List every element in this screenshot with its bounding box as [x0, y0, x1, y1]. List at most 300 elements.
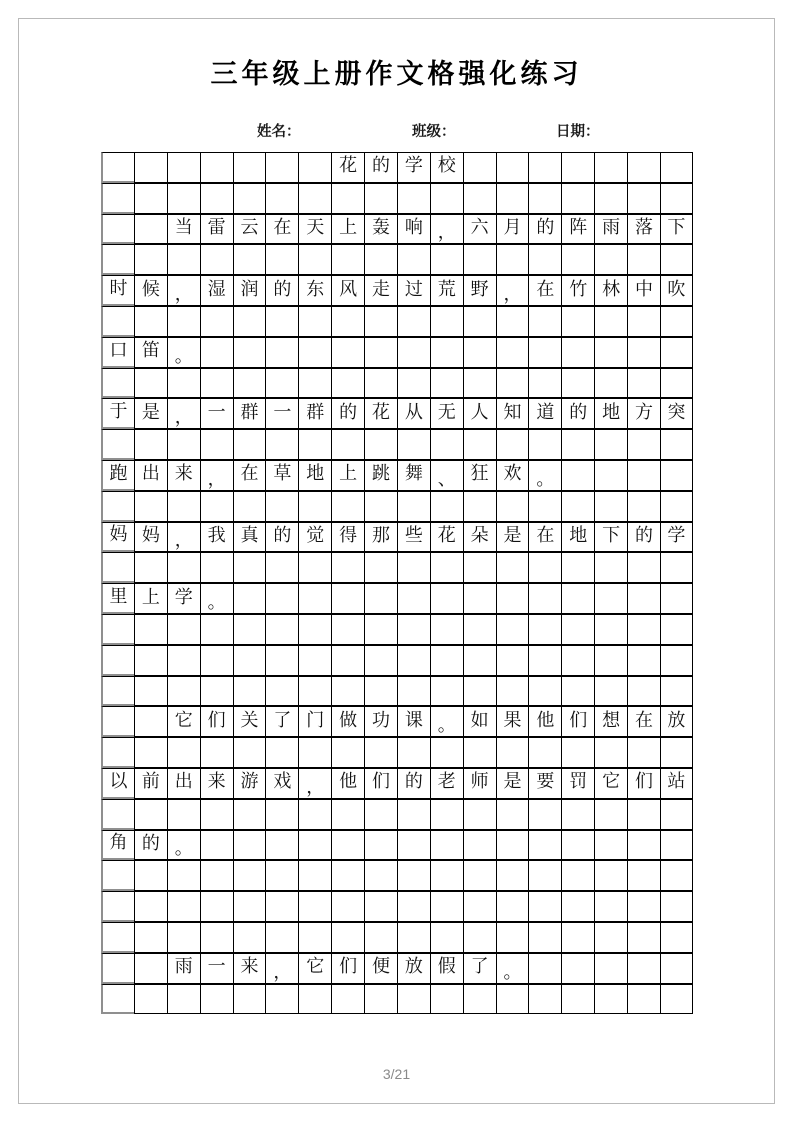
grid-cell[interactable] — [397, 830, 430, 861]
grid-cell[interactable] — [528, 460, 561, 491]
grid-cell[interactable] — [167, 860, 200, 891]
grid-cell[interactable] — [561, 984, 594, 1015]
grid-cell[interactable] — [298, 583, 331, 614]
grid-cell[interactable] — [660, 552, 693, 583]
grid-cell[interactable] — [364, 460, 397, 491]
grid-cell[interactable] — [397, 860, 430, 891]
grid-cell[interactable] — [594, 183, 627, 214]
grid-cell[interactable] — [364, 368, 397, 399]
grid-cell[interactable] — [134, 891, 167, 922]
grid-cell[interactable] — [331, 645, 364, 676]
grid-cell[interactable] — [233, 552, 266, 583]
grid-cell[interactable] — [660, 398, 693, 429]
grid-cell[interactable] — [331, 491, 364, 522]
grid-cell[interactable] — [430, 244, 463, 275]
grid-cell[interactable] — [200, 183, 233, 214]
grid-cell[interactable] — [561, 768, 594, 799]
grid-cell[interactable] — [298, 306, 331, 337]
grid-cell[interactable] — [430, 429, 463, 460]
grid-cell[interactable] — [463, 676, 496, 707]
grid-cell[interactable] — [660, 244, 693, 275]
grid-cell[interactable] — [331, 922, 364, 953]
grid-cell[interactable] — [101, 922, 134, 953]
grid-cell[interactable] — [430, 768, 463, 799]
grid-cell[interactable] — [298, 830, 331, 861]
grid-cell[interactable] — [101, 306, 134, 337]
grid-cell[interactable] — [463, 552, 496, 583]
grid-cell[interactable] — [364, 737, 397, 768]
grid-cell[interactable] — [561, 368, 594, 399]
grid-cell[interactable] — [528, 552, 561, 583]
grid-cell[interactable] — [430, 522, 463, 553]
grid-cell[interactable] — [463, 460, 496, 491]
grid-cell[interactable] — [561, 645, 594, 676]
grid-cell[interactable] — [594, 522, 627, 553]
grid-cell[interactable] — [627, 522, 660, 553]
grid-cell[interactable] — [265, 799, 298, 830]
grid-cell[interactable] — [594, 583, 627, 614]
grid-cell[interactable] — [331, 830, 364, 861]
grid-cell[interactable] — [397, 614, 430, 645]
grid-cell[interactable] — [101, 891, 134, 922]
grid-cell[interactable] — [561, 922, 594, 953]
grid-cell[interactable] — [265, 830, 298, 861]
grid-cell[interactable] — [167, 368, 200, 399]
grid-cell[interactable] — [463, 737, 496, 768]
grid-cell[interactable] — [167, 706, 200, 737]
grid-cell[interactable] — [463, 768, 496, 799]
grid-cell[interactable] — [528, 152, 561, 183]
grid-cell[interactable] — [397, 953, 430, 984]
grid-cell[interactable] — [430, 830, 463, 861]
grid-cell[interactable] — [594, 244, 627, 275]
grid-cell[interactable] — [397, 768, 430, 799]
grid-cell[interactable] — [627, 398, 660, 429]
grid-cell[interactable] — [233, 768, 266, 799]
grid-cell[interactable] — [265, 984, 298, 1015]
grid-cell[interactable] — [101, 706, 134, 737]
grid-cell[interactable] — [430, 953, 463, 984]
grid-cell[interactable] — [627, 214, 660, 245]
grid-cell[interactable] — [298, 214, 331, 245]
grid-cell[interactable] — [200, 552, 233, 583]
grid-cell[interactable] — [430, 306, 463, 337]
grid-cell[interactable] — [364, 522, 397, 553]
grid-cell[interactable] — [528, 583, 561, 614]
grid-cell[interactable] — [134, 583, 167, 614]
grid-cell[interactable] — [594, 152, 627, 183]
grid-cell[interactable] — [430, 152, 463, 183]
grid-cell[interactable] — [430, 491, 463, 522]
grid-cell[interactable] — [200, 337, 233, 368]
grid-cell[interactable] — [200, 799, 233, 830]
grid-cell[interactable] — [463, 583, 496, 614]
grid-cell[interactable] — [463, 953, 496, 984]
grid-cell[interactable] — [134, 984, 167, 1015]
grid-cell[interactable] — [561, 583, 594, 614]
grid-cell[interactable] — [265, 891, 298, 922]
grid-cell[interactable] — [200, 491, 233, 522]
grid-cell[interactable] — [331, 583, 364, 614]
grid-cell[interactable] — [561, 491, 594, 522]
grid-cell[interactable] — [200, 676, 233, 707]
grid-cell[interactable] — [528, 737, 561, 768]
grid-cell[interactable] — [364, 614, 397, 645]
grid-cell[interactable] — [627, 799, 660, 830]
grid-cell[interactable] — [627, 583, 660, 614]
grid-cell[interactable] — [265, 522, 298, 553]
grid-cell[interactable] — [233, 491, 266, 522]
grid-cell[interactable] — [200, 984, 233, 1015]
grid-cell[interactable] — [463, 337, 496, 368]
grid-cell[interactable] — [528, 214, 561, 245]
grid-cell[interactable] — [594, 984, 627, 1015]
grid-cell[interactable] — [167, 244, 200, 275]
grid-cell[interactable] — [627, 460, 660, 491]
grid-cell[interactable] — [594, 429, 627, 460]
grid-cell[interactable] — [660, 860, 693, 891]
grid-cell[interactable] — [331, 429, 364, 460]
grid-cell[interactable] — [167, 429, 200, 460]
grid-cell[interactable] — [200, 706, 233, 737]
grid-cell[interactable] — [233, 398, 266, 429]
grid-cell[interactable] — [627, 152, 660, 183]
grid-cell[interactable] — [528, 891, 561, 922]
grid-cell[interactable] — [265, 337, 298, 368]
grid-cell[interactable] — [364, 706, 397, 737]
grid-cell[interactable] — [397, 183, 430, 214]
grid-cell[interactable] — [233, 922, 266, 953]
grid-cell[interactable] — [594, 891, 627, 922]
grid-cell[interactable] — [134, 830, 167, 861]
grid-cell[interactable] — [397, 799, 430, 830]
grid-cell[interactable] — [594, 337, 627, 368]
grid-cell[interactable] — [200, 614, 233, 645]
grid-cell[interactable] — [200, 152, 233, 183]
grid-cell[interactable] — [364, 306, 397, 337]
grid-cell[interactable] — [167, 768, 200, 799]
grid-cell[interactable] — [200, 830, 233, 861]
grid-cell[interactable] — [331, 306, 364, 337]
grid-cell[interactable] — [561, 737, 594, 768]
grid-cell[interactable] — [265, 953, 298, 984]
grid-cell[interactable] — [660, 460, 693, 491]
grid-cell[interactable] — [134, 306, 167, 337]
grid-cell[interactable] — [496, 922, 529, 953]
grid-cell[interactable] — [101, 799, 134, 830]
grid-cell[interactable] — [430, 645, 463, 676]
grid-cell[interactable] — [134, 768, 167, 799]
grid-cell[interactable] — [233, 984, 266, 1015]
grid-cell[interactable] — [594, 706, 627, 737]
grid-cell[interactable] — [561, 891, 594, 922]
grid-cell[interactable] — [594, 275, 627, 306]
grid-cell[interactable] — [594, 460, 627, 491]
grid-cell[interactable] — [200, 244, 233, 275]
grid-cell[interactable] — [134, 244, 167, 275]
grid-cell[interactable] — [364, 645, 397, 676]
grid-cell[interactable] — [200, 522, 233, 553]
grid-cell[interactable] — [594, 922, 627, 953]
grid-cell[interactable] — [430, 614, 463, 645]
grid-cell[interactable] — [233, 429, 266, 460]
grid-cell[interactable] — [660, 953, 693, 984]
grid-cell[interactable] — [200, 922, 233, 953]
grid-cell[interactable] — [397, 429, 430, 460]
grid-cell[interactable] — [200, 583, 233, 614]
grid-cell[interactable] — [660, 368, 693, 399]
grid-cell[interactable] — [298, 398, 331, 429]
grid-cell[interactable] — [134, 429, 167, 460]
grid-cell[interactable] — [463, 891, 496, 922]
grid-cell[interactable] — [463, 706, 496, 737]
grid-cell[interactable] — [528, 922, 561, 953]
grid-cell[interactable] — [430, 860, 463, 891]
grid-cell[interactable] — [101, 860, 134, 891]
grid-cell[interactable] — [101, 737, 134, 768]
grid-cell[interactable] — [496, 953, 529, 984]
grid-cell[interactable] — [298, 768, 331, 799]
grid-cell[interactable] — [298, 860, 331, 891]
grid-cell[interactable] — [167, 460, 200, 491]
grid-cell[interactable] — [430, 676, 463, 707]
grid-cell[interactable] — [496, 583, 529, 614]
grid-cell[interactable] — [134, 860, 167, 891]
grid-cell[interactable] — [528, 522, 561, 553]
grid-cell[interactable] — [594, 676, 627, 707]
grid-cell[interactable] — [594, 737, 627, 768]
grid-cell[interactable] — [528, 676, 561, 707]
grid-cell[interactable] — [660, 891, 693, 922]
grid-cell[interactable] — [627, 706, 660, 737]
grid-cell[interactable] — [397, 706, 430, 737]
grid-cell[interactable] — [496, 737, 529, 768]
grid-cell[interactable] — [298, 275, 331, 306]
grid-cell[interactable] — [528, 706, 561, 737]
grid-cell[interactable] — [101, 491, 134, 522]
grid-cell[interactable] — [496, 552, 529, 583]
grid-cell[interactable] — [528, 830, 561, 861]
grid-cell[interactable] — [167, 152, 200, 183]
grid-cell[interactable] — [397, 460, 430, 491]
grid-cell[interactable] — [528, 984, 561, 1015]
grid-cell[interactable] — [101, 368, 134, 399]
grid-cell[interactable] — [265, 614, 298, 645]
grid-cell[interactable] — [627, 891, 660, 922]
grid-cell[interactable] — [594, 214, 627, 245]
grid-cell[interactable] — [298, 552, 331, 583]
grid-cell[interactable] — [528, 614, 561, 645]
grid-cell[interactable] — [233, 891, 266, 922]
grid-cell[interactable] — [496, 306, 529, 337]
grid-cell[interactable] — [561, 799, 594, 830]
grid-cell[interactable] — [101, 583, 134, 614]
grid-cell[interactable] — [331, 676, 364, 707]
grid-cell[interactable] — [265, 398, 298, 429]
grid-cell[interactable] — [167, 491, 200, 522]
grid-cell[interactable] — [660, 984, 693, 1015]
grid-cell[interactable] — [331, 244, 364, 275]
grid-cell[interactable] — [265, 737, 298, 768]
grid-cell[interactable] — [364, 830, 397, 861]
grid-cell[interactable] — [496, 491, 529, 522]
grid-cell[interactable] — [298, 491, 331, 522]
grid-cell[interactable] — [594, 799, 627, 830]
grid-cell[interactable] — [660, 706, 693, 737]
grid-cell[interactable] — [430, 799, 463, 830]
grid-cell[interactable] — [660, 645, 693, 676]
grid-cell[interactable] — [496, 706, 529, 737]
grid-cell[interactable] — [528, 398, 561, 429]
grid-cell[interactable] — [167, 522, 200, 553]
grid-cell[interactable] — [167, 306, 200, 337]
grid-cell[interactable] — [364, 860, 397, 891]
grid-cell[interactable] — [298, 645, 331, 676]
grid-cell[interactable] — [561, 614, 594, 645]
grid-cell[interactable] — [397, 583, 430, 614]
grid-cell[interactable] — [627, 337, 660, 368]
grid-cell[interactable] — [233, 614, 266, 645]
grid-cell[interactable] — [594, 768, 627, 799]
grid-cell[interactable] — [528, 368, 561, 399]
grid-cell[interactable] — [265, 860, 298, 891]
grid-cell[interactable] — [167, 984, 200, 1015]
grid-cell[interactable] — [561, 398, 594, 429]
grid-cell[interactable] — [101, 244, 134, 275]
grid-cell[interactable] — [397, 891, 430, 922]
grid-cell[interactable] — [134, 398, 167, 429]
grid-cell[interactable] — [364, 398, 397, 429]
grid-cell[interactable] — [463, 244, 496, 275]
grid-cell[interactable] — [298, 984, 331, 1015]
grid-cell[interactable] — [397, 152, 430, 183]
grid-cell[interactable] — [134, 799, 167, 830]
grid-cell[interactable] — [200, 275, 233, 306]
grid-cell[interactable] — [101, 953, 134, 984]
grid-cell[interactable] — [627, 275, 660, 306]
grid-cell[interactable] — [101, 830, 134, 861]
grid-cell[interactable] — [496, 830, 529, 861]
grid-cell[interactable] — [496, 214, 529, 245]
grid-cell[interactable] — [397, 398, 430, 429]
grid-cell[interactable] — [298, 953, 331, 984]
grid-cell[interactable] — [594, 491, 627, 522]
grid-cell[interactable] — [331, 737, 364, 768]
grid-cell[interactable] — [265, 460, 298, 491]
grid-cell[interactable] — [627, 768, 660, 799]
grid-cell[interactable] — [561, 275, 594, 306]
grid-cell[interactable] — [528, 429, 561, 460]
grid-cell[interactable] — [660, 429, 693, 460]
grid-cell[interactable] — [200, 368, 233, 399]
grid-cell[interactable] — [101, 398, 134, 429]
grid-cell[interactable] — [364, 891, 397, 922]
grid-cell[interactable] — [660, 799, 693, 830]
grid-cell[interactable] — [134, 737, 167, 768]
grid-cell[interactable] — [134, 460, 167, 491]
grid-cell[interactable] — [200, 860, 233, 891]
grid-cell[interactable] — [331, 398, 364, 429]
grid-cell[interactable] — [430, 922, 463, 953]
grid-cell[interactable] — [167, 398, 200, 429]
grid-cell[interactable] — [430, 706, 463, 737]
grid-cell[interactable] — [265, 552, 298, 583]
grid-cell[interactable] — [463, 275, 496, 306]
grid-cell[interactable] — [233, 706, 266, 737]
grid-cell[interactable] — [265, 152, 298, 183]
grid-cell[interactable] — [200, 460, 233, 491]
grid-cell[interactable] — [331, 337, 364, 368]
grid-cell[interactable] — [528, 799, 561, 830]
grid-cell[interactable] — [134, 953, 167, 984]
grid-cell[interactable] — [397, 306, 430, 337]
grid-cell[interactable] — [430, 398, 463, 429]
grid-cell[interactable] — [233, 583, 266, 614]
grid-cell[interactable] — [331, 953, 364, 984]
grid-cell[interactable] — [660, 830, 693, 861]
grid-cell[interactable] — [331, 614, 364, 645]
grid-cell[interactable] — [298, 799, 331, 830]
grid-cell[interactable] — [627, 737, 660, 768]
grid-cell[interactable] — [463, 306, 496, 337]
grid-cell[interactable] — [265, 583, 298, 614]
grid-cell[interactable] — [660, 768, 693, 799]
grid-cell[interactable] — [331, 275, 364, 306]
grid-cell[interactable] — [627, 491, 660, 522]
grid-cell[interactable] — [430, 891, 463, 922]
grid-cell[interactable] — [594, 860, 627, 891]
grid-cell[interactable] — [430, 368, 463, 399]
grid-cell[interactable] — [265, 645, 298, 676]
grid-cell[interactable] — [233, 522, 266, 553]
grid-cell[interactable] — [265, 922, 298, 953]
grid-cell[interactable] — [528, 860, 561, 891]
grid-cell[interactable] — [397, 922, 430, 953]
grid-cell[interactable] — [561, 244, 594, 275]
grid-cell[interactable] — [561, 953, 594, 984]
grid-cell[interactable] — [233, 368, 266, 399]
grid-cell[interactable] — [528, 337, 561, 368]
grid-cell[interactable] — [594, 368, 627, 399]
grid-cell[interactable] — [200, 429, 233, 460]
grid-cell[interactable] — [594, 306, 627, 337]
grid-cell[interactable] — [463, 614, 496, 645]
grid-cell[interactable] — [430, 583, 463, 614]
grid-cell[interactable] — [265, 368, 298, 399]
grid-cell[interactable] — [101, 275, 134, 306]
grid-cell[interactable] — [594, 552, 627, 583]
grid-cell[interactable] — [364, 183, 397, 214]
grid-cell[interactable] — [331, 706, 364, 737]
grid-cell[interactable] — [167, 337, 200, 368]
grid-cell[interactable] — [233, 737, 266, 768]
grid-cell[interactable] — [660, 614, 693, 645]
grid-cell[interactable] — [265, 491, 298, 522]
grid-cell[interactable] — [627, 306, 660, 337]
grid-cell[interactable] — [167, 676, 200, 707]
grid-cell[interactable] — [397, 645, 430, 676]
grid-cell[interactable] — [660, 152, 693, 183]
grid-cell[interactable] — [627, 429, 660, 460]
grid-cell[interactable] — [397, 737, 430, 768]
grid-cell[interactable] — [101, 460, 134, 491]
grid-cell[interactable] — [101, 152, 134, 183]
grid-cell[interactable] — [627, 183, 660, 214]
grid-cell[interactable] — [561, 830, 594, 861]
grid-cell[interactable] — [561, 522, 594, 553]
grid-cell[interactable] — [594, 830, 627, 861]
grid-cell[interactable] — [101, 676, 134, 707]
